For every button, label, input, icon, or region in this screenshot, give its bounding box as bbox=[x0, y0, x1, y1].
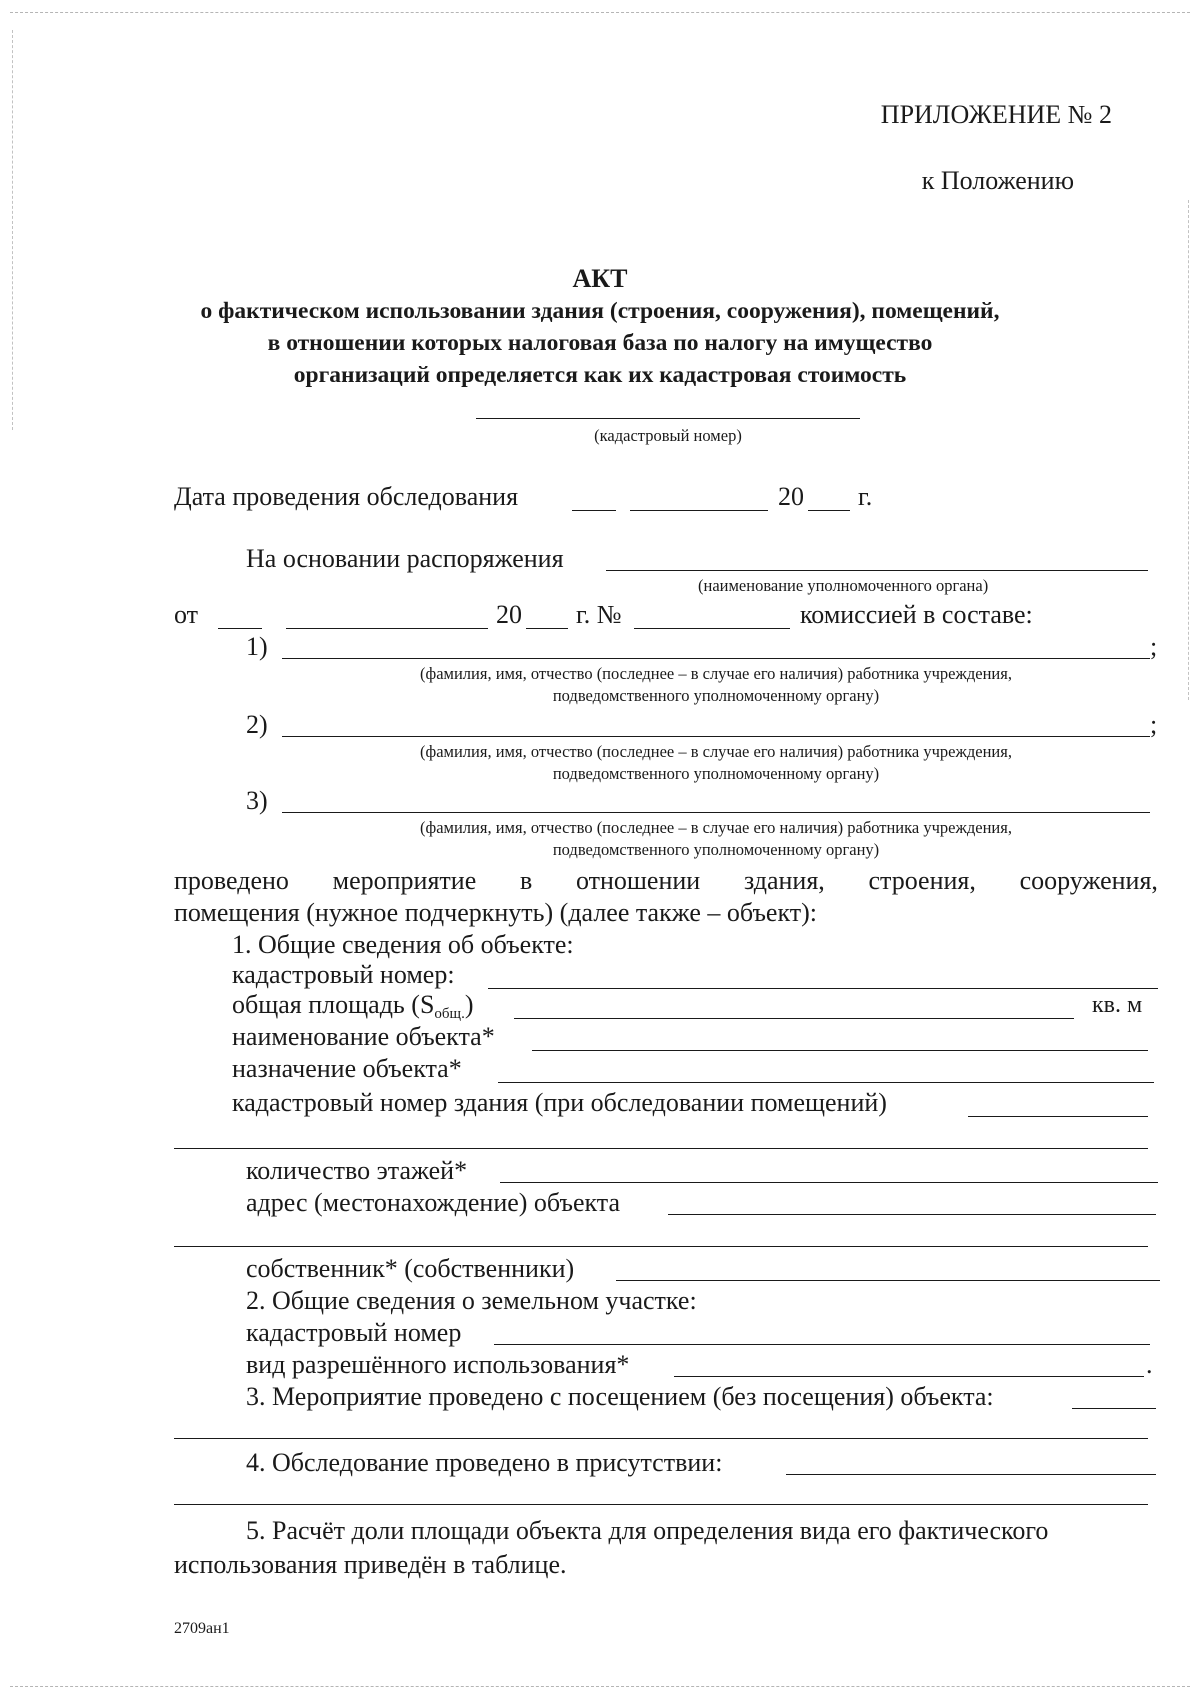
member-2-field[interactable] bbox=[282, 736, 1150, 737]
order-day-field[interactable] bbox=[218, 628, 262, 629]
section-5-line-2: использования приведён в таблице. bbox=[174, 1550, 567, 1579]
paragraph-word: проведено bbox=[174, 866, 289, 895]
object-name-input[interactable] bbox=[532, 1050, 1148, 1051]
commission-label: комиссией в составе: bbox=[800, 600, 1033, 629]
member-1-end: ; bbox=[1150, 632, 1158, 661]
paragraph-word: сооружения, bbox=[1019, 866, 1158, 895]
paragraph-word: строения, bbox=[868, 866, 976, 895]
scan-bottom-edge bbox=[10, 1686, 1190, 1687]
order-number-field[interactable] bbox=[634, 628, 790, 629]
order-year-prefix: 20 bbox=[496, 600, 522, 629]
member-1-field[interactable] bbox=[282, 658, 1150, 659]
paragraph-word: отношении bbox=[575, 866, 701, 895]
appendix-reference: к Положению bbox=[921, 166, 1074, 195]
land-cadastral-label: кадастровый номер bbox=[246, 1318, 462, 1347]
object-purpose-input[interactable] bbox=[498, 1082, 1154, 1083]
survey-year-prefix: 20 bbox=[778, 482, 804, 511]
member-3-caption-line-1: (фамилия, имя, отчество (последнее – в случае его наличия) работника учреждения, bbox=[420, 818, 1012, 837]
total-area-input[interactable] bbox=[514, 1018, 1074, 1019]
total-area-prefix: общая площадь (S bbox=[232, 990, 435, 1019]
member-3-number: 3) bbox=[246, 786, 268, 815]
building-cadastral-input-continued[interactable] bbox=[174, 1148, 1148, 1149]
floors-input[interactable] bbox=[500, 1182, 1158, 1183]
authority-name-field[interactable] bbox=[606, 570, 1148, 571]
object-purpose-label: назначение объекта* bbox=[232, 1054, 462, 1083]
order-from-label: от bbox=[174, 600, 199, 629]
building-cadastral-input[interactable] bbox=[968, 1116, 1148, 1117]
floors-label: количество этажей* bbox=[246, 1156, 468, 1185]
section-3-text: 3. Мероприятие проведено с посещением (без посещения) объекта: bbox=[246, 1382, 994, 1411]
permitted-use-input[interactable] bbox=[674, 1376, 1144, 1377]
order-number-label: г. № bbox=[576, 600, 622, 629]
owner-label: собственник* (собственники) bbox=[246, 1254, 575, 1283]
cadastral-number-field[interactable] bbox=[476, 418, 860, 419]
total-area-subscript: общ. bbox=[434, 1006, 465, 1022]
address-label: адрес (местонахождение) объекта bbox=[246, 1188, 621, 1217]
member-2-end: ; bbox=[1150, 710, 1158, 739]
total-area-suffix: ) bbox=[464, 990, 474, 1019]
address-input[interactable] bbox=[668, 1214, 1156, 1215]
object-name-label: наименование объекта* bbox=[232, 1022, 495, 1051]
total-area-label bbox=[232, 990, 474, 1023]
document-title: АКТ bbox=[572, 264, 628, 293]
paragraph-word: в bbox=[519, 866, 533, 895]
survey-day-field[interactable] bbox=[572, 510, 616, 511]
title-line-1: о фактическом использовании здания (строения, сооружения), помещений, bbox=[200, 298, 1000, 324]
member-1-number: 1) bbox=[246, 632, 268, 661]
building-cadastral-label: кадастровый номер здания (при обследовании помещений) bbox=[232, 1088, 887, 1117]
event-paragraph-line-2: помещения (нужное подчеркнуть) (далее также – объект): bbox=[174, 898, 817, 927]
section-3-input-continued[interactable] bbox=[174, 1438, 1148, 1439]
scan-top-edge bbox=[10, 12, 1190, 13]
area-unit: кв. м bbox=[1092, 992, 1143, 1018]
member-1-caption-line-1: (фамилия, имя, отчество (последнее – в случае его наличия) работника учреждения, bbox=[420, 664, 1012, 683]
section-1-title: 1. Общие сведения об объекте: bbox=[232, 930, 574, 959]
section-3-input[interactable] bbox=[1072, 1408, 1156, 1409]
address-input-continued[interactable] bbox=[174, 1246, 1148, 1247]
title-line-3: организаций определяется как их кадастровая стоимость bbox=[293, 362, 907, 388]
cadastral-number-input[interactable] bbox=[488, 988, 1158, 989]
member-2-number: 2) bbox=[246, 710, 268, 739]
member-1-caption-line-2: подведомственного уполномоченному органу) bbox=[552, 686, 880, 705]
cadastral-number-label: кадастровый номер: bbox=[232, 960, 455, 989]
order-label: На основании распоряжения bbox=[246, 544, 564, 573]
title-line-2: в отношении которых налоговая база по налогу на имущество bbox=[267, 330, 933, 356]
member-2-caption-line-2: подведомственного уполномоченному органу) bbox=[552, 764, 880, 783]
owner-input[interactable] bbox=[616, 1280, 1160, 1281]
member-2-caption-line-1: (фамилия, имя, отчество (последнее – в случае его наличия) работника учреждения, bbox=[420, 742, 1012, 761]
section-4-input-continued[interactable] bbox=[174, 1504, 1148, 1505]
survey-year-field[interactable] bbox=[808, 510, 850, 511]
member-3-field[interactable] bbox=[282, 812, 1150, 813]
section-4-input[interactable] bbox=[786, 1474, 1156, 1475]
event-paragraph-line-1 bbox=[174, 866, 1158, 896]
order-year-field[interactable] bbox=[526, 628, 568, 629]
survey-month-field[interactable] bbox=[630, 510, 768, 511]
paragraph-word: здания, bbox=[743, 866, 825, 895]
land-cadastral-input[interactable] bbox=[494, 1344, 1150, 1345]
section-2-title: 2. Общие сведения о земельном участке: bbox=[246, 1286, 697, 1315]
survey-year-suffix: г. bbox=[858, 482, 873, 511]
section-5-line-1: 5. Расчёт доли площади объекта для определения вида его фактического bbox=[246, 1516, 1049, 1545]
member-3-caption-line-2: подведомственного уполномоченному органу) bbox=[552, 840, 880, 859]
permitted-use-end: . bbox=[1146, 1350, 1153, 1379]
appendix-number: ПРИЛОЖЕНИЕ № 2 bbox=[880, 100, 1112, 129]
authority-caption: (наименование уполномоченного органа) bbox=[698, 576, 989, 595]
order-month-field[interactable] bbox=[286, 628, 488, 629]
survey-date-label: Дата проведения обследования bbox=[174, 482, 519, 511]
permitted-use-label: вид разрешённого использования* bbox=[246, 1350, 630, 1379]
document-code: 2709ан1 bbox=[174, 1620, 230, 1637]
section-4-text: 4. Обследование проведено в присутствии: bbox=[246, 1448, 723, 1477]
cadastral-number-caption: (кадастровый номер) bbox=[594, 426, 742, 445]
paragraph-word: мероприятие bbox=[332, 866, 477, 895]
